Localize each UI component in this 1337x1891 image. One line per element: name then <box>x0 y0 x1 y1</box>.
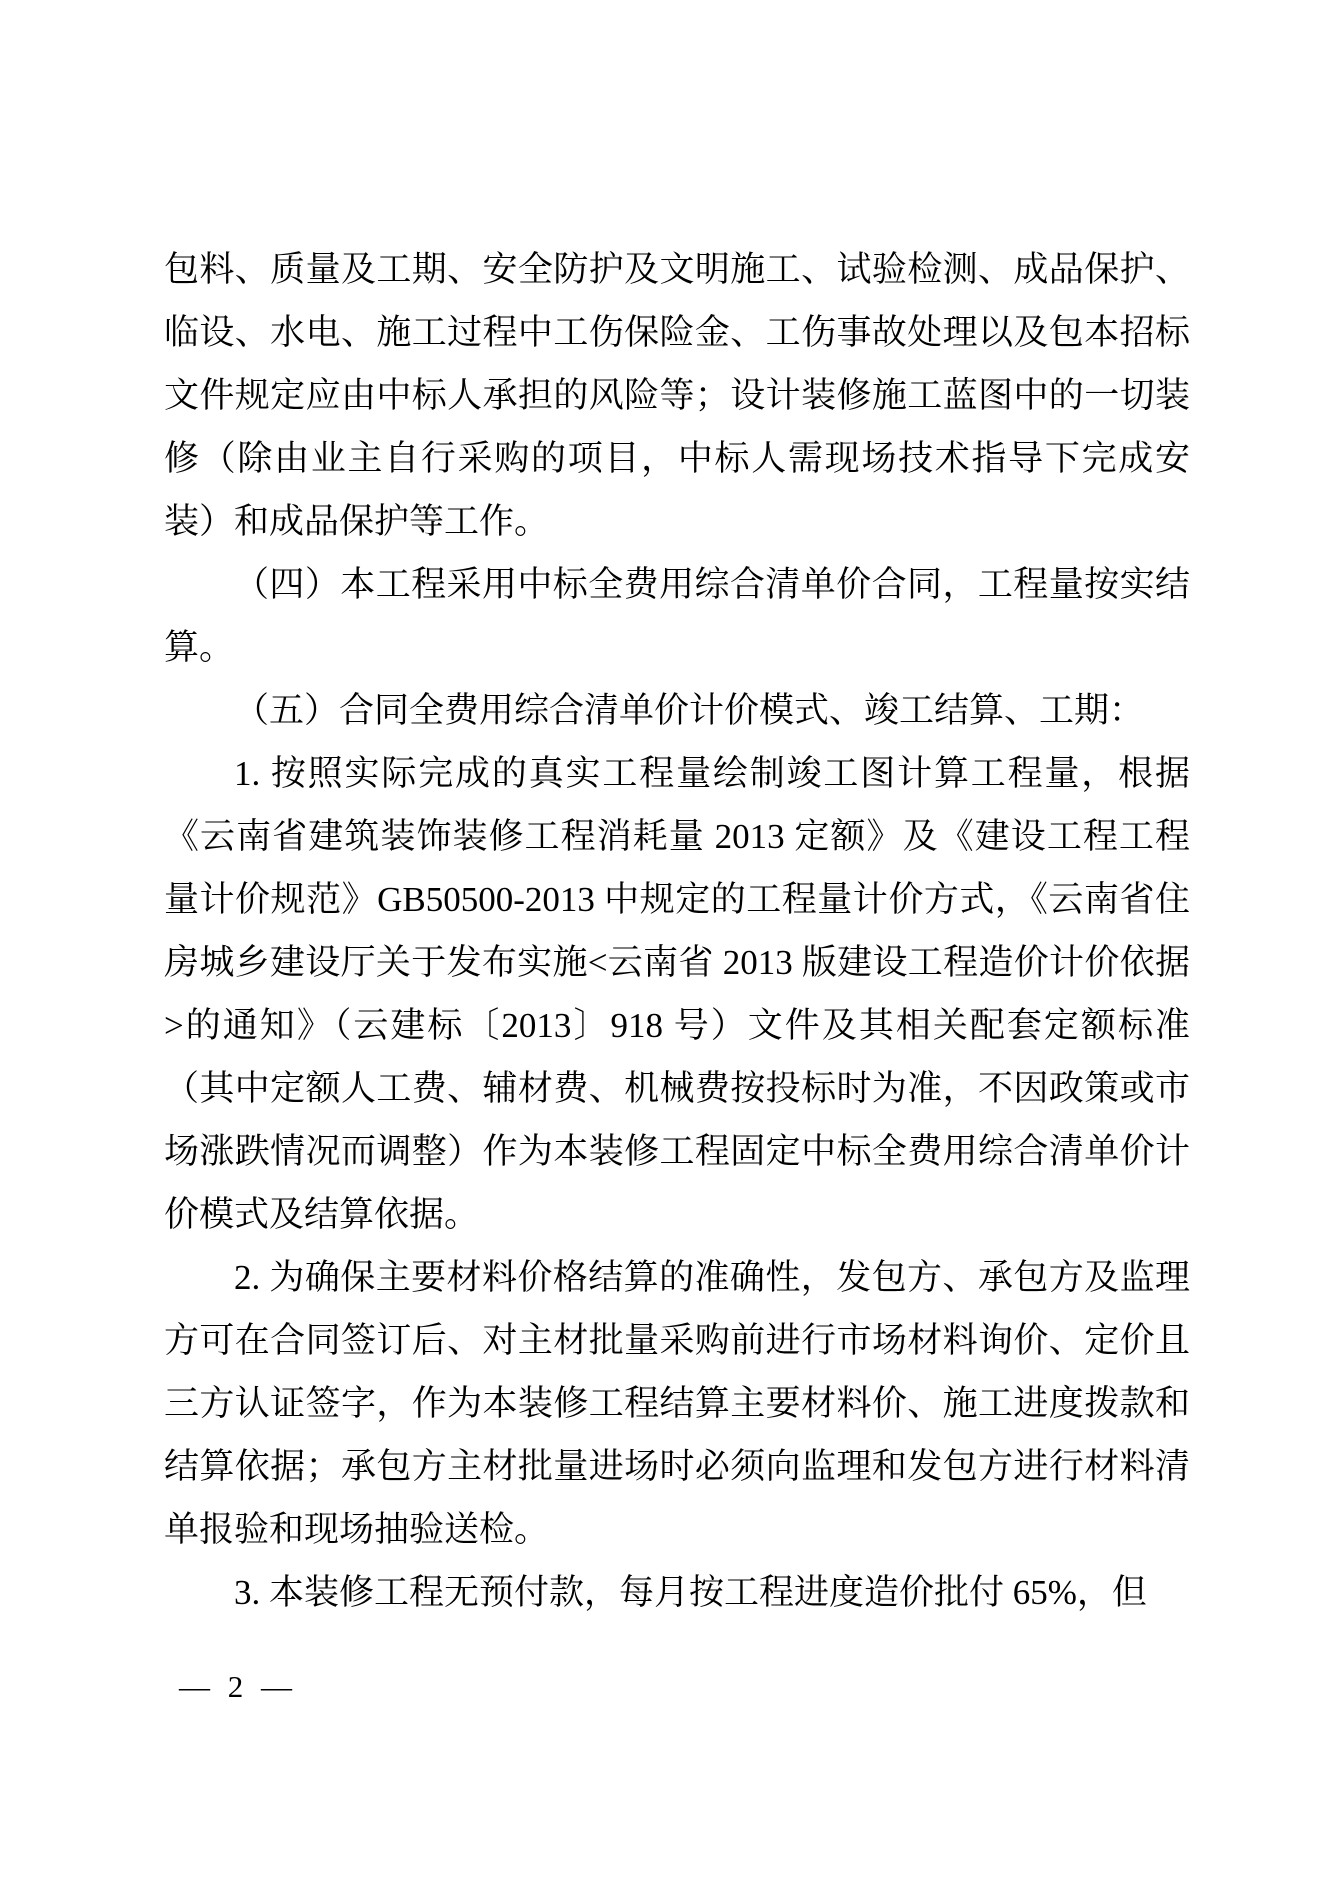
paragraph-clause-2: 2. 为确保主要材料价格结算的准确性，发包方、承包方及监理方可在合同签订后、对主材批量采购前进行市场材料询价、定价且三方认证签字，作为本装修工程结算主要材料价、施工进度拨款和结算依据；承包方主材批量进场时必须向监理和发包方进行材料清单报验和现场抽验送检。 <box>164 1258 1190 1549</box>
paragraph-clause-1: 1. 按照实际完成的真实工程量绘制竣工图计算工程量，根据《云南省建筑装饰装修工程消耗量 2013 定额》及《建设工程工程量计价规范》GB50500-2013 中规定的工程量计价方式，《云南省住房城乡建设厅关于发布实施<云南省 2013 版建设工程造价计价依据>的通知》（云建标〔2013〕918 号）文件及其相关配套定额标准（其中定额人工费、辅材费、机械费按投标时为准，不因政策或市场涨跌情况而调整）作为本装修工程固定中标全费用综合清单价计价模式及结算依据。 <box>164 754 1190 1234</box>
paragraph-item-5: （五）合同全费用综合清单价计价模式、竣工结算、工期： <box>234 691 1145 730</box>
paragraph-clause-3: 3. 本装修工程无预付款，每月按工程进度造价批付 65%，但 <box>234 1573 1147 1612</box>
paragraph-continuation: 包料、质量及工期、安全防护及文明施工、试验检测、成品保护、临设、水电、施工过程中工伤保险金、工伤事故处理以及包本招标文件规定应由中标人承担的风险等；设计装修施工蓝图中的一切装修（除由业主自行采购的项目，中标人需现场技术指导下完成安装）和成品保护等工作。 <box>164 250 1190 541</box>
paragraph-item-4: （四）本工程采用中标全费用综合清单价合同，工程量按实结算。 <box>164 565 1190 667</box>
document-body <box>164 238 1190 1624</box>
page-number: — 2 — <box>179 1669 297 1704</box>
